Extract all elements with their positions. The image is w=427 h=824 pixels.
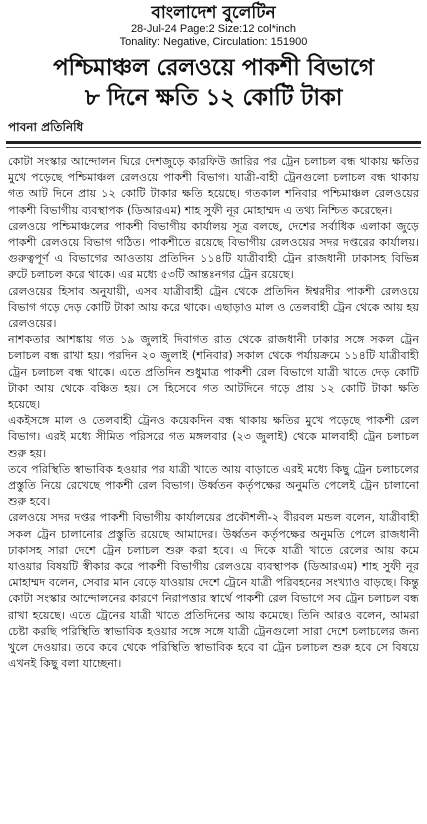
article-paragraph-6: তবে পরিস্থিতি স্বাভাবিক হওয়ার পর যাত্রী খাতে আয় বাড়াতে এরই মধ্যে কিছু ট্রেন চলাচলের প্রস্তুতি নিয়ে রেখেছে পাকশী রেল বিভাগ। উর্ধ্বতন কর্তৃপক্ষের অনুমতি পেলেই ট্রেন চালানো শুরু হবে।	[8, 462, 419, 509]
headline-line1: পশ্চিমাঞ্চল রেলওয়ে পাকশী বিভাগে	[53, 55, 374, 81]
clipping-meta-line2: Tonality: Negative, Circulation: 151900	[119, 36, 308, 48]
article-body	[8, 154, 419, 673]
divider-thin	[6, 147, 421, 148]
article-paragraph-4: নাশকতার আশঙ্কায় গত ১৯ জুলাই দিবাগত রাত থেকে রাজধানী ঢাকার সঙ্গে সকল ট্রেন চলাচল বন্ধ রাখা হয়। পরদিন ২০ জুলাই (শনিবার) সকাল থেকে পর্যায়ক্রমে ১১৪টি যাত্রীবাহী ট্রেন চলাচল বন্ধ থাকে। এতে প্রতিদিন শুধুমাত্র পাকশী রেল বিভাগে যাত্রী খাতে দেড় কোটি টাকা আয় থেকে বঞ্চিত হয়। সে হিসেবে গত আটদিনে গড়ে প্রায় ১২ কোটি টাকা ক্ষতি হয়েছে।	[8, 333, 419, 412]
article-paragraph-2: রেলওয়ে পশ্চিমাঞ্চলের পাকশী বিভাগীয় কার্যালয় সূত্র বলছে, দেশের সর্বাধিক এলাকা জুড়ে পাকশী রেলওয়ে বিভাগ গঠিত। পাকশীতে রয়েছে বিভাগীয় রেলওয়ের সদর দপ্তরের কার্যালয়। গুরুত্বপূর্ণ এ বিভাগের আওতায় প্রতিদিন ১১৪টি যাত্রীবাহী ট্রেন রাজধানী ঢাকাসহ বিভিন্ন রুটে চলাচল করে থাকে। এর মধ্যে ৫৩টি আন্তঃনগর ট্রেন রয়েছে।	[8, 219, 419, 282]
newspaper-clipping	[0, 3, 427, 673]
article-paragraph-7: রেলওয়ে সদর দপ্তর পাকশী বিভাগীয় কার্যালয়ের প্রকৌশলী-২ বীরবল মন্ডল বলেন, যাত্রীবাহী সকল ট্রেন চালানোর প্রস্তুতি রয়েছে আমাদের। উর্ধ্বতন কর্তৃপক্ষের অনুমতি পেলে রাজধানী ঢাকাসহ সারা দেশে ট্রেন চলাচল শুরু করা হবে। এ দিকে যাত্রী খাতে রেলের আয় কমে যাওয়ার বিষয়টি স্বীকার করে পাকশী বিভাগীয় রেলওয়ে ব্যবস্থাপক (ডিআরএম) শাহ সুফী নূর মোহাম্মদ বলেন, সেবার মান বেড়ে যাওয়ায় দেশে ট্রেনে যাত্রী পরিবহনের সংখ্যাও বাড়ছে। কিন্তু কোটা সংস্কার আন্দোলনের কারণে নিরাপত্তার স্বার্থে পাকশী রেল বিভাগে সব ট্রেন চলাচল বন্ধ রাখা হয়েছে। এতে ট্রেনের যাত্রী খাতে প্রতিদিনের আয় কমেছে। তিনি আরও বলেন, আমরা চেষ্টা করছি পরিস্থিতি স্বাভাবিক হওয়ার সঙ্গে সঙ্গে যাত্রী ট্রেনগুলো সারা দেশে চলাচলের জন্য খুলে দেওয়ার। তবে কবে থেকে পরিস্থিতি স্বাভাবিক হবে বা ট্রেন চলাচল শুরু হবে সে বিষয়ে এখনই কিছু বলা যাচ্ছেনা।	[8, 511, 419, 671]
headline-line2: ৮ দিনে ক্ষতি ১২ কোটি টাকা	[84, 85, 343, 111]
article-paragraph-1: কোটা সংস্কার আন্দোলন ঘিরে দেশজুড়ে কারফিউ জারির পর ট্রেন চলাচল বন্ধ থাকায় ক্ষতির মুখে পড়েছে পশ্চিমাঞ্চল রেলওয়ে পাকশী বিভাগ। যাত্রী-বাহী ট্রেনগুলো চলাচল বন্ধ থাকায় গত আট দিনে প্রায় ১২ কোটি টাকার ক্ষতি হয়েছে। গতকাল শনিবার পশ্চিমাঞ্চল রেলওয়ের পাকশী বিভাগীয় ব্যবস্থাপক (ডিআরএম) শাহ সুফী নূর মোহাম্মদ এ তথ্য নিশ্চিত করেছেন।	[8, 155, 419, 217]
divider-thick	[6, 141, 421, 144]
clipping-meta-line1: 28-Jul-24 Page:2 Size:12 col*inch	[130, 23, 297, 35]
article-paragraph-3: রেলওয়ের হিসাব অনুযায়ী, এসব যাত্রীবাহী ট্রেন থেকে প্রতিদিন ঈশ্বরদীর পাকশী রেলওয়ে বিভাগ গড়ে দেড় কোটি টাকা আয় করে থাকে। এছাড়াও মাল ও তেলবাহী ট্রেন থেকে আয় হয় রেলওয়ের।	[8, 284, 419, 331]
article-paragraph-5: একইসঙ্গে মাল ও তেলবাহী ট্রেনও কয়েকদিন বন্ধ থাকায় ক্ষতির মুখে পড়েছে পাকশী রেল বিভাগ। এরই মধ্যে সীমিত পরিসরে গত মঙ্গলবার (২৩ জুলাই) থেকে মালবাহী ট্রেন চলাচল শুরু হয়।	[8, 414, 419, 460]
byline: পাবনা প্রতিনিধি	[8, 120, 84, 134]
masthead: বাংলাদেশ বুলেটিন	[151, 3, 276, 23]
headline	[0, 53, 427, 113]
